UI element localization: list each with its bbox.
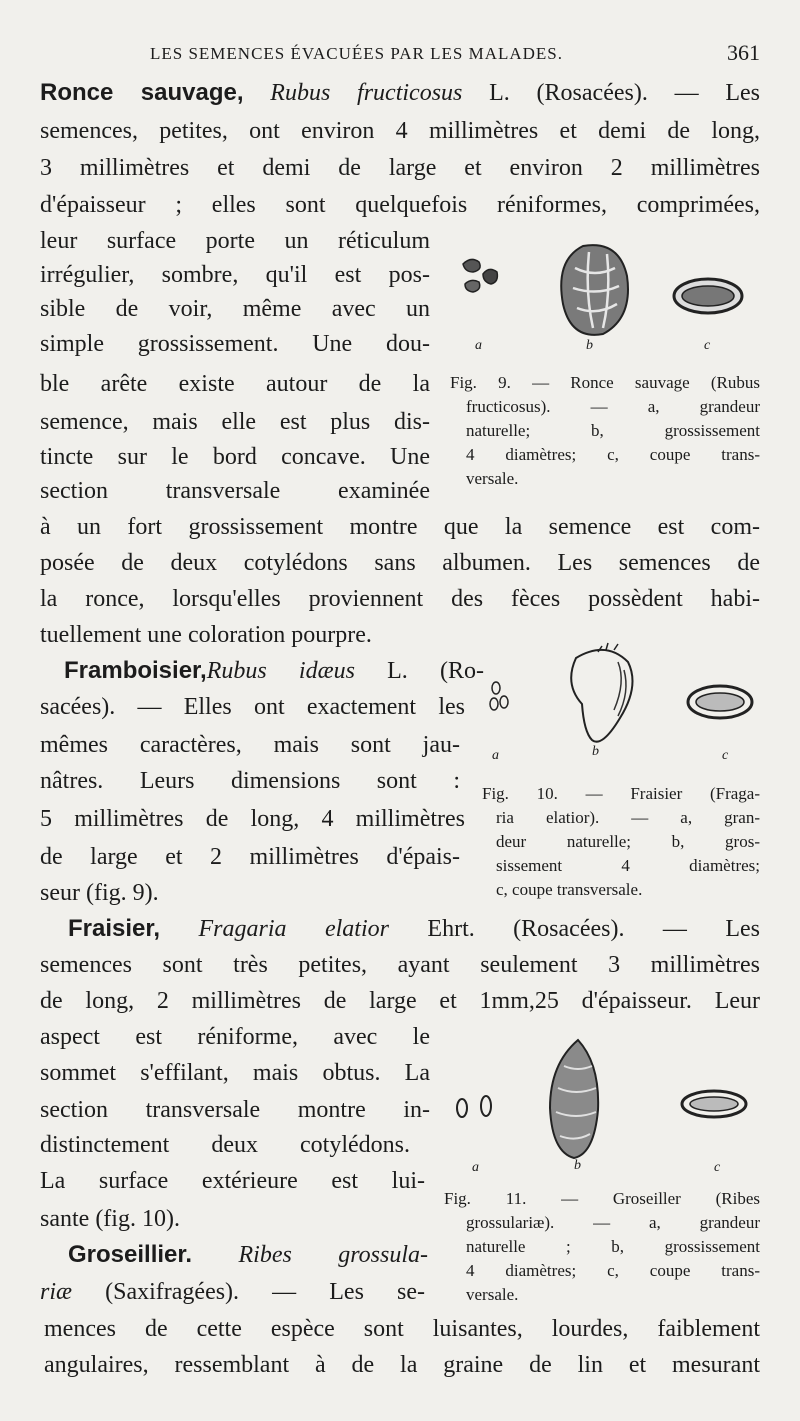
text-line: leur surface porte un réticulum <box>40 228 430 254</box>
fig10-label-a: a <box>492 748 499 763</box>
figure-10-illustration <box>480 640 760 750</box>
framboisier-heading-line <box>64 656 484 686</box>
groseillier-latin-cont: riæ <box>40 1279 73 1305</box>
fig11-caption-line: naturelle ; b, grossissement <box>466 1237 760 1256</box>
fig9-caption-line: fructicosus). — a, grandeur <box>466 397 760 416</box>
fig9-seed-c <box>674 279 742 313</box>
text-line: posée de deux cotylédons sans albumen. Les semences de <box>40 550 760 576</box>
text-line: aspect est réniforme, avec le <box>40 1024 430 1050</box>
fig10-caption-line: ria elatior). — a, gran- <box>496 808 760 827</box>
text-line: à un fort grossissement montre que la semence est com- <box>40 514 760 540</box>
ronce-heading-line <box>40 78 760 108</box>
fig10-seed-a <box>490 682 508 710</box>
running-header <box>150 38 760 70</box>
fraisier-heading: Fraisier, <box>68 915 161 942</box>
fig9-seed-b <box>561 245 628 335</box>
text-line: sommet s'effilant, mais obtus. La <box>40 1060 430 1086</box>
text-line: tincte sur le bord concave. Une <box>40 444 430 470</box>
text-line: sible de voir, même avec un <box>40 296 430 322</box>
text-line: semences sont très petites, ayant seulement 3 millimètres <box>40 952 760 978</box>
fig9-caption-line: Fig. 9. — Ronce sauvage (Rubus <box>450 373 760 392</box>
fig11-caption-line: Fig. 11. — Groseiller (Ribes <box>444 1189 760 1208</box>
fig9-label-b: b <box>586 338 593 353</box>
groseillier-line-2-rest: (Saxifragées). — Les se- <box>72 1279 425 1305</box>
figure-11-illustration <box>450 1036 760 1166</box>
framboisier-heading-rest: L. (Ro- <box>354 658 485 684</box>
fig9-label-c: c <box>704 338 711 353</box>
text-line: mences de cette espèce sont luisantes, lourdes, faiblement <box>44 1316 760 1342</box>
ronce-heading: Ronce sauvage, <box>40 79 244 106</box>
text-line: semence, mais elle est plus dis- <box>40 409 430 435</box>
fig9-caption-line: naturelle; b, grossissement <box>466 421 760 440</box>
text-line: de large et 2 millimètres d'épais- <box>40 844 460 870</box>
ronce-latin: Rubus fructicosus <box>270 80 463 106</box>
fig11-caption-line: 4 diamètres; c, coupe trans- <box>466 1261 760 1280</box>
fig9-caption-line: versale. <box>466 469 519 488</box>
fig10-caption-line: sissement 4 diamètres; <box>496 856 760 875</box>
text-line: d'épaisseur ; elles sont quelquefois réniformes, comprimées, <box>40 192 760 218</box>
fig11-caption-line: versale. <box>466 1285 519 1304</box>
fig11-seed-a <box>457 1096 491 1117</box>
fraisier-latin: Fragaria elatior <box>198 916 389 942</box>
text-line: angulaires, ressemblant à de la graine de lin et mesurant <box>44 1352 760 1378</box>
text-line: tuellement une coloration pourpre. <box>40 622 372 648</box>
text-line: seur (fig. 9). <box>40 880 159 906</box>
text-line: nâtres. Leurs dimensions sont : <box>40 768 460 794</box>
text-line: sacées). — Elles ont exactement les <box>40 694 465 720</box>
running-title: LES SEMENCES ÉVACUÉES PAR LES MALADES. <box>150 44 564 63</box>
fig10-seed-c <box>688 686 752 718</box>
text-line: la ronce, lorsqu'elles proviennent des fèces possèdent habi- <box>40 586 760 612</box>
text-line: de long, 2 millimètres de large et 1mm,25 d'épaisseur. Leur <box>40 988 760 1014</box>
text-line: 5 millimètres de long, 4 millimètres <box>40 806 465 832</box>
text-line: sante (fig. 10). <box>40 1206 180 1232</box>
text-line: section transversale examinée <box>40 478 430 504</box>
fig10-caption-line: deur naturelle; b, gros- <box>496 832 760 851</box>
fig11-caption-line: grossulariæ). — a, grandeur <box>466 1213 760 1232</box>
fig11-seed-c <box>682 1091 746 1117</box>
ronce-heading-rest: L. (Rosacées). — Les <box>462 80 761 106</box>
fig10-caption-line: Fig. 10. — Fraisier (Fraga- <box>482 784 760 803</box>
text-line: ble arête existe autour de la <box>40 371 430 397</box>
text-line: semences, petites, ont environ 4 millimètres et demi de long, <box>40 118 760 144</box>
fig10-label-c: c <box>722 748 729 763</box>
groseillier-heading-line <box>68 1240 428 1270</box>
figure-9-illustration <box>455 238 755 348</box>
groseillier-line-2 <box>40 1277 425 1307</box>
fig11-label-b: b <box>574 1158 581 1173</box>
text-line: 3 millimètres et demi de large et environ 2 millimètres <box>40 155 760 181</box>
text-line: mêmes caractères, mais sont jau- <box>40 732 460 758</box>
text-line: La surface extérieure est lui- <box>40 1168 425 1194</box>
text-line: simple grossissement. Une dou- <box>40 331 430 357</box>
text-line: distinctement deux cotylédons. <box>40 1132 410 1158</box>
fig9-seed-a <box>463 259 497 292</box>
groseillier-heading: Groseillier. <box>68 1241 193 1268</box>
page-number: 361 <box>727 40 760 65</box>
text-line: section transversale montre in- <box>40 1097 430 1123</box>
fig9-label-a: a <box>475 338 482 353</box>
fraisier-heading-line <box>68 914 760 944</box>
fig10-seed-b <box>571 643 632 742</box>
fig11-seed-b <box>550 1040 598 1158</box>
fig10-label-b: b <box>592 744 599 759</box>
framboisier-heading: Framboisier, <box>64 657 207 684</box>
fig10-caption-line: c, coupe transversale. <box>496 880 643 899</box>
fig9-caption-line: 4 diamètres; c, coupe trans- <box>466 445 760 464</box>
fraisier-heading-rest: Ehrt. (Rosacées). — Les <box>388 916 760 942</box>
framboisier-latin: Rubus idæus <box>206 658 355 684</box>
groseillier-latin: Ribes grossula- <box>238 1242 428 1268</box>
fig11-label-c: c <box>714 1160 721 1175</box>
fig11-label-a: a <box>472 1160 479 1175</box>
text-line: irrégulier, sombre, qu'il est pos- <box>40 262 430 288</box>
